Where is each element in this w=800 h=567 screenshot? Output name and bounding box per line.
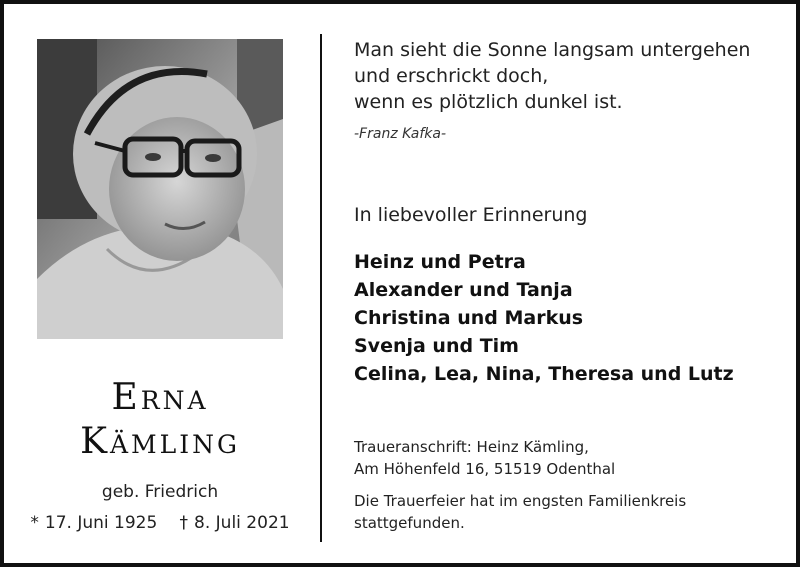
family-member: Svenja und Tim [354, 335, 519, 357]
address-line: Traueranschrift: Heinz Kämling, [354, 438, 589, 456]
vertical-divider [320, 34, 322, 542]
quote-line: und erschrickt doch, [354, 65, 549, 87]
birth-symbol: * [30, 513, 39, 533]
quote-line: Man sieht die Sonne langsam untergehen [354, 39, 751, 61]
family-member: Heinz und Petra [354, 251, 526, 273]
death-symbol: † [179, 513, 189, 533]
family-member: Alexander und Tanja [354, 279, 573, 301]
memory-heading: In liebevoller Erinnerung [354, 204, 588, 226]
death-date: 8. Juli 2021 [194, 513, 290, 533]
birth-date: 17. Juni 1925 [44, 513, 158, 533]
maiden-name: geb. Friedrich [101, 482, 219, 502]
portrait-photo [37, 39, 283, 339]
family-member: Celina, Lea, Nina, Theresa und Lutz [354, 363, 734, 385]
address-line: Am Höhenfeld 16, 51519 Odenthal [354, 460, 616, 478]
family-list [354, 248, 784, 388]
funeral-note: Die Trauerfeier hat im engsten Familienkreis stattgefunden. [354, 492, 687, 532]
quote-author: -Franz Kafka- [354, 126, 447, 142]
quote-line: wenn es plötzlich dunkel ist. [354, 91, 623, 113]
life-dates [24, 513, 296, 533]
portrait-image [37, 39, 283, 339]
family-member: Christina und Markus [354, 307, 584, 329]
first-name: Erna [111, 377, 209, 418]
last-name: Kämling [80, 421, 240, 462]
mourning-address [354, 436, 784, 480]
quote [354, 37, 774, 115]
